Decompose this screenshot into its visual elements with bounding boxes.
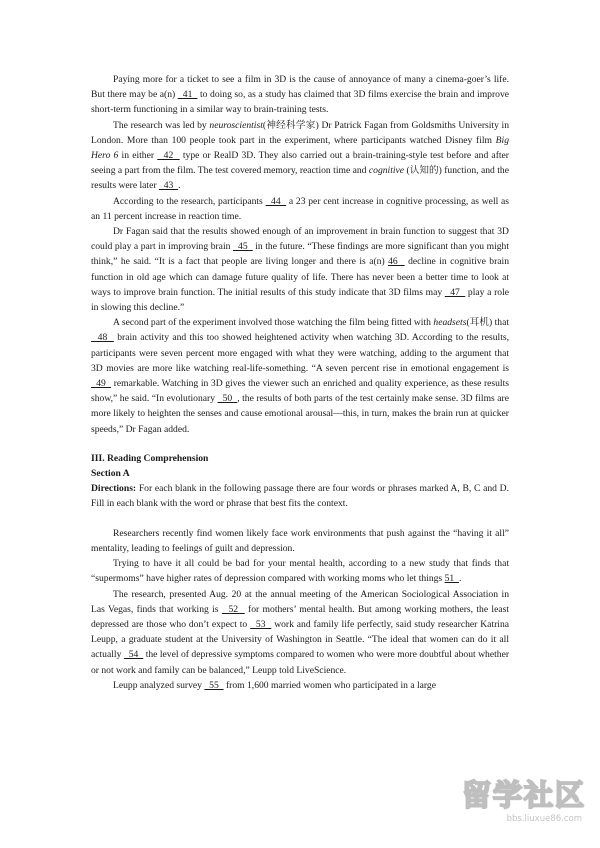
watermark-url: bbs.liuxue86.com: [506, 814, 582, 824]
blank-52[interactable]: 52: [221, 603, 245, 615]
passage2-paragraph-1: Researchers recently find women likely face work environments that push against the “having it all” mentality, leading to feelings of guilt and depression.: [91, 527, 509, 554]
spacer: [91, 437, 509, 451]
passage1-paragraph-1: Paying more for a ticket to see a film in 3D is the cause of annoyance of many a cinema-goer’s life. But there may be a(n) 41 to doing so, as a study has claimed that 3D films exercise the brain and improve short-term functioning in a similar way to brain-training tests.: [91, 74, 510, 116]
blank-46[interactable]: 46: [388, 256, 405, 268]
section-heading: III. Reading Comprehension: [91, 452, 209, 464]
watermark: [446, 778, 586, 834]
passage1-paragraph-4: Dr Fagan said that the results showed enough of an improvement in brain function to suggest that 3D could play a part in improving brain 45 in the future. “These findings are more significant than you might think,” he said. “It is a fact that people are living longer and there is a(n) 46 decline in cognitive brain function in old age which can damage future quality of life. There has never been a better time to look at ways to improve brain function. The initial results of this study indicate that 3D films may 47 play a role in slowing this decline.”: [91, 226, 510, 314]
spacer: [91, 512, 509, 526]
blank-42[interactable]: 42: [157, 150, 180, 162]
blank-44[interactable]: 44: [265, 195, 287, 207]
blank-49[interactable]: 49: [91, 378, 112, 390]
film-title: Big Hero 6: [91, 134, 509, 162]
watermark-logo-text: 留学社区: [461, 778, 586, 812]
blank-55[interactable]: 55: [204, 679, 224, 691]
blank-43[interactable]: 43: [158, 180, 179, 192]
blank-50[interactable]: 50: [217, 393, 238, 405]
document-page: [91, 72, 509, 693]
passage2-paragraph-2: Trying to have it all could be bad for your mental health, according to a new study that finds that “supermoms” have higher rates of depression compared with working moms who let things 51 .: [91, 558, 509, 585]
section-subheading: Section A: [91, 468, 130, 480]
blank-53[interactable]: 53: [250, 618, 272, 630]
gloss: (认知的): [404, 165, 442, 177]
passage2-paragraph-4: Leupp analyzed survey 55 from 1,600 married women who participated in a large: [113, 679, 436, 691]
passage1-paragraph-5: A second part of the experiment involved those watching the film being fitted with headsets(耳机) that 48 brain activity and this too showed heightened activity when watching 3D. According to the results, participants were seven percent more engaged with what they were watching, adding to the argument that 3D movies are more like watching real-life-something. “A seven percent rise in emotional engagement is 49 remarkable. Watching in 3D gives the viewer such an enriched and quality experience, as these results show,” he said. “In evolutionary 50 , the results of both parts of the test certainly make sense. 3D films are more likely to heighten the senses and cause emotional arousal—this, in turn, makes the brain run at quicker speeds,” Dr Fagan added.: [91, 317, 510, 435]
term-cognitive: cognitive: [368, 165, 405, 177]
blank-54[interactable]: 54: [123, 649, 144, 661]
gloss: (神经科学家): [262, 119, 319, 131]
directions-label: Directions:: [91, 483, 137, 495]
directions: Directions: For each blank in the following passage there are four words or phrases marked A, B, C and D. Fill in each blank with the word or phrase that best fits the context.: [91, 483, 509, 510]
blank-41[interactable]: 41: [177, 89, 198, 101]
passage2-paragraph-3: The research, presented Aug. 20 at the annual meeting of the American Sociological Association in Las Vegas, finds that working is 52 for mothers’ mental health. But among working mothers, the least depressed are those who don’t expect to 53 work and family life perfectly, said study researcher Katrina Leupp, a graduate student at the University of Washington in Seattle. “The ideal that women can do it all actually 54 the level of depressive symptoms compared to women who were more doubtful about whether or not work and family can be balanced,” Leupp told LiveScience.: [91, 588, 510, 676]
blank-48[interactable]: 48: [91, 332, 114, 344]
gloss: (耳机): [466, 317, 493, 329]
term-neuroscientist: neuroscientist: [209, 119, 263, 131]
passage1-paragraph-3: According to the research, participants 44 a 23 per cent increase in cognitive processing, as well as an 11 percent increase in reaction time.: [91, 195, 510, 222]
passage1-paragraph-2: The research was led by neuroscientist(神经科学家) Dr Patrick Fagan from Goldsmiths University in London. More than 100 people took part in the experiment, where participants watched Disney film Big Hero 6 in either 42 type or RealD 3D. They also carried out a brain-training-style test before and after seeing a part from the film. The test covered memory, reaction time and cognitive (认知的) function, and the results were later 43 .: [91, 119, 510, 192]
blank-51[interactable]: 51: [444, 573, 459, 585]
blank-45[interactable]: 45: [232, 241, 253, 253]
term-headsets: headsets: [433, 317, 467, 329]
blank-47[interactable]: 47: [444, 286, 466, 298]
